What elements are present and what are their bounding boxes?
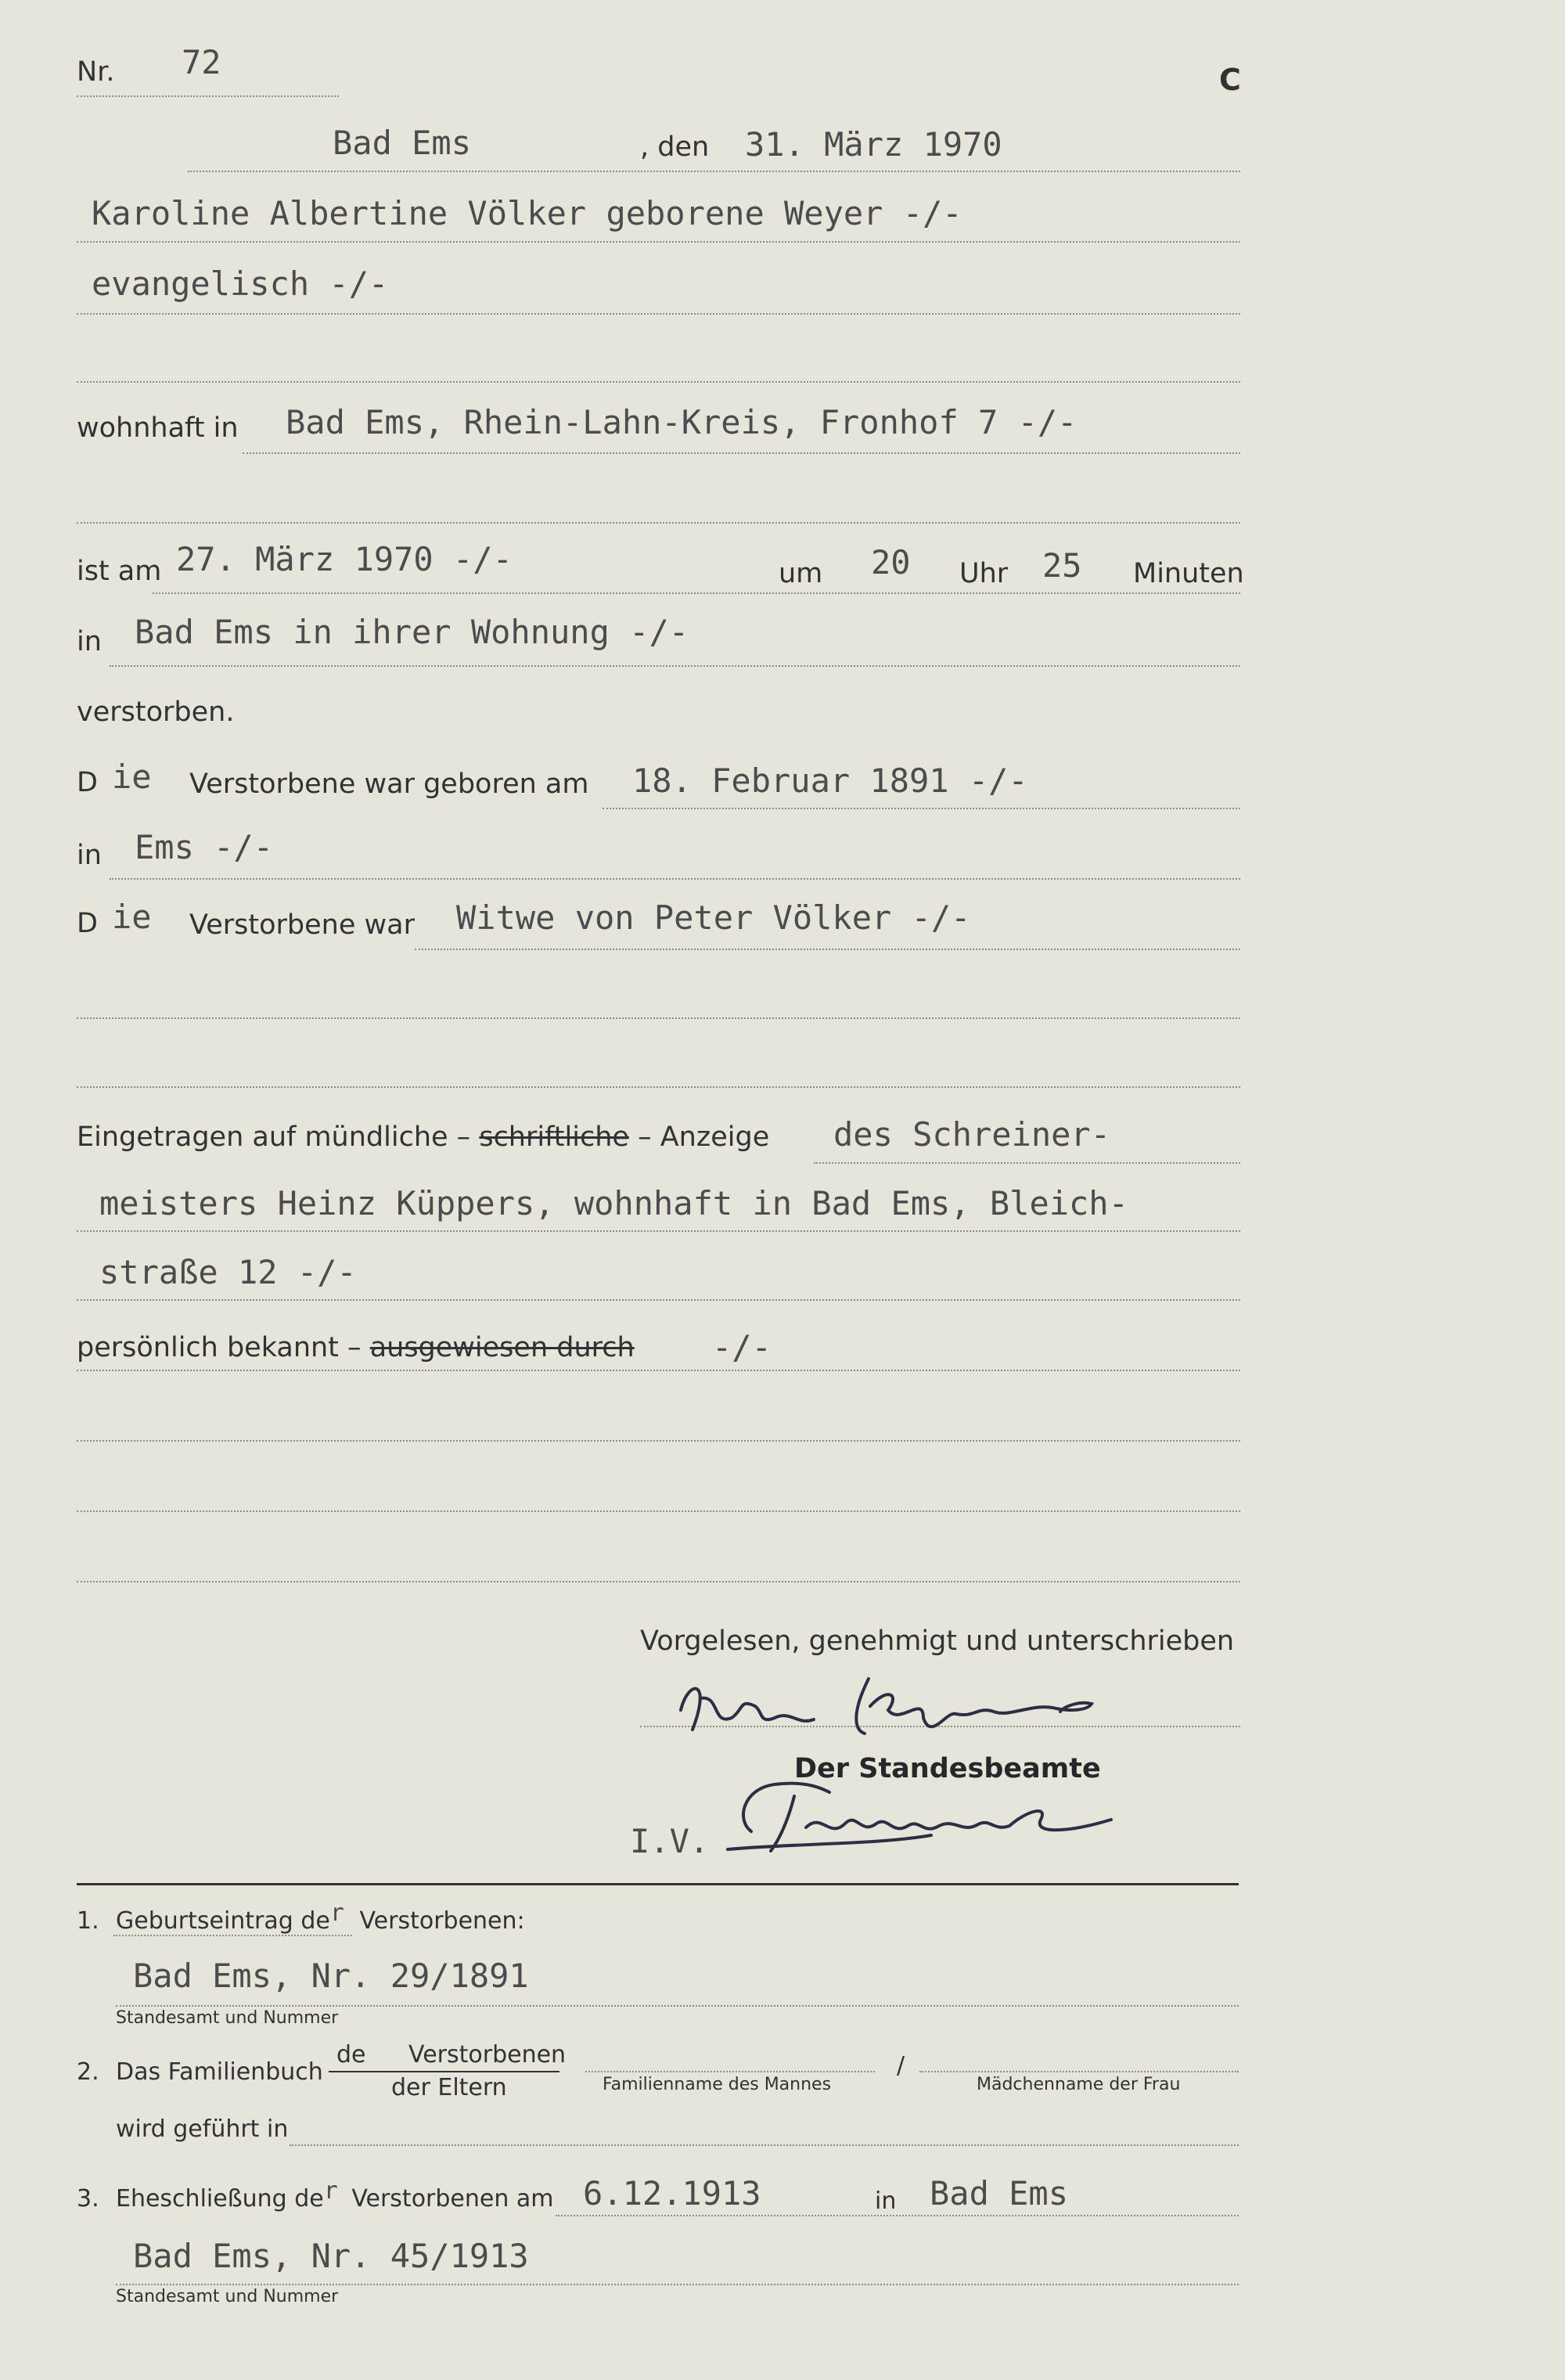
- typed-superscript: r: [323, 2177, 338, 2205]
- note-2-de: de: [336, 2041, 366, 2069]
- identification-value: -/-: [712, 1328, 772, 1366]
- dotted-line: [77, 1299, 1240, 1301]
- dotted-line: [243, 452, 1240, 454]
- d-prefix: D: [77, 767, 98, 798]
- note-2-option-deceased: Verstorbenen: [408, 2041, 567, 2069]
- registration-place: Bad Ems: [333, 124, 472, 162]
- birth-label: Verstorbene war geboren am: [189, 769, 589, 800]
- dotted-line: [603, 808, 1240, 809]
- dotted-line: [77, 241, 1240, 243]
- dotted-line: [814, 1162, 1240, 1164]
- informant-signature: [665, 1663, 1103, 1749]
- minuten-label: Minuten: [1133, 558, 1244, 589]
- dotted-line: [77, 1017, 1240, 1019]
- dotted-line: [113, 1935, 352, 1936]
- dotted-line: [188, 171, 1240, 172]
- dotted-line: [77, 1370, 1240, 1371]
- dotted-line: [77, 1230, 1240, 1232]
- note-3-place: Bad Ems: [930, 2174, 1069, 2213]
- struck-option: ausgewiesen durch: [369, 1332, 635, 1363]
- dotted-line: [919, 2071, 1239, 2072]
- dotted-line: [77, 1086, 1240, 1088]
- verstorben-label: verstorben.: [77, 697, 235, 728]
- closing-formula: Vorgelesen, genehmigt und unterschrieben: [640, 1626, 1235, 1657]
- section-separator: [77, 1883, 1239, 1885]
- uhr-label: Uhr: [959, 558, 1009, 589]
- note-1-value: Bad Ems, Nr. 29/1891: [133, 1957, 529, 1995]
- wohnhaft-label: wohnhaft in: [77, 412, 239, 444]
- note-3-value: Bad Ems, Nr. 45/1913: [133, 2237, 529, 2275]
- dotted-line: [415, 949, 1240, 950]
- registration-date: 31. März 1970: [745, 125, 1002, 164]
- note-3-label: Eheschließung der Verstorbenen am: [116, 2177, 554, 2213]
- dotted-line: [77, 95, 339, 97]
- d-suffix-typed: ie: [112, 898, 152, 936]
- informant-line-3: straße 12 -/-: [99, 1253, 357, 1291]
- note-3-in-label: in: [875, 2187, 897, 2215]
- um-label: um: [779, 558, 823, 589]
- status-label: Verstorbene war: [189, 909, 415, 941]
- birth-place: Ems -/-: [135, 828, 274, 866]
- dotted-line: [110, 878, 1240, 880]
- deceased-religion: evangelisch -/-: [92, 265, 389, 303]
- ist-am-label: ist am: [77, 556, 162, 587]
- dotted-line: [116, 2005, 1239, 2007]
- note-2-number: 2.: [77, 2058, 99, 2086]
- note-2-caption-man: Familienname des Mannes: [603, 2075, 832, 2094]
- note-2-label: Das Familienbuch: [116, 2058, 323, 2086]
- note-3-number: 3.: [77, 2185, 99, 2213]
- note-2-caption-woman: Mädchenname der Frau: [977, 2075, 1181, 2094]
- d-suffix-typed: ie: [112, 758, 152, 796]
- den-label: , den: [640, 131, 710, 163]
- death-place: Bad Ems in ihrer Wohnung -/-: [135, 613, 689, 651]
- note-2-option-parents: der Eltern: [391, 2074, 507, 2101]
- note-2-line-2: wird geführt in: [116, 2115, 289, 2143]
- dotted-line: [153, 592, 1240, 594]
- entry-number: 72: [182, 43, 221, 81]
- dotted-line: [556, 2215, 1239, 2216]
- dotted-line: [77, 1510, 1240, 1512]
- death-hour: 20: [871, 543, 911, 581]
- deceased-residence: Bad Ems, Rhein-Lahn-Kreis, Fronhof 7 -/-: [286, 403, 1078, 441]
- iv-label: I.V.: [630, 1822, 710, 1860]
- dotted-line: [110, 665, 1240, 667]
- deceased-name: Karoline Albertine Völker geborene Weyer -/-: [92, 194, 962, 232]
- death-minutes: 25: [1042, 546, 1082, 585]
- note-1-label: Geburtseintrag der Verstorbenen:: [116, 1899, 525, 1935]
- dotted-line: [77, 1440, 1240, 1442]
- dotted-line: [116, 2284, 1239, 2285]
- dotted-line: [290, 2144, 1239, 2146]
- note-1-number: 1.: [77, 1907, 99, 1935]
- note-2-slash: /: [897, 2052, 905, 2079]
- note-3-caption: Standesamt und Nummer: [116, 2287, 339, 2306]
- dotted-line: [77, 1581, 1240, 1582]
- fraction-bar: [329, 2071, 559, 2072]
- dotted-line: [77, 381, 1240, 383]
- identification-label: persönlich bekannt – ausgewiesen durch: [77, 1332, 635, 1363]
- marital-status: Witwe von Peter Völker -/-: [456, 898, 971, 937]
- form-code: C: [1219, 63, 1241, 97]
- in-label: in: [77, 626, 102, 657]
- note-3-date: 6.12.1913: [583, 2174, 761, 2213]
- dotted-line: [77, 522, 1240, 524]
- dotted-line: [77, 313, 1240, 315]
- note-1-caption: Standesamt und Nummer: [116, 2008, 339, 2028]
- struck-option: schriftliche: [479, 1122, 629, 1153]
- birth-date: 18. Februar 1891 -/-: [632, 762, 1028, 800]
- d-prefix: D: [77, 908, 98, 939]
- informant-line-1: des Schreiner-: [833, 1115, 1111, 1154]
- dotted-line: [585, 2071, 875, 2072]
- registration-label: Eingetragen auf mündliche – schriftliche – Anzeige: [77, 1122, 770, 1153]
- registrar-label: Der Standesbeamte: [794, 1753, 1101, 1784]
- registrar-signature: [720, 1757, 1127, 1867]
- nr-label: Nr.: [77, 56, 115, 88]
- informant-line-2: meisters Heinz Küppers, wohnhaft in Bad Ems, Bleich-: [99, 1184, 1128, 1222]
- typed-superscript: r: [329, 1899, 344, 1927]
- death-date: 27. März 1970 -/-: [176, 540, 513, 578]
- in-label: in: [77, 840, 102, 871]
